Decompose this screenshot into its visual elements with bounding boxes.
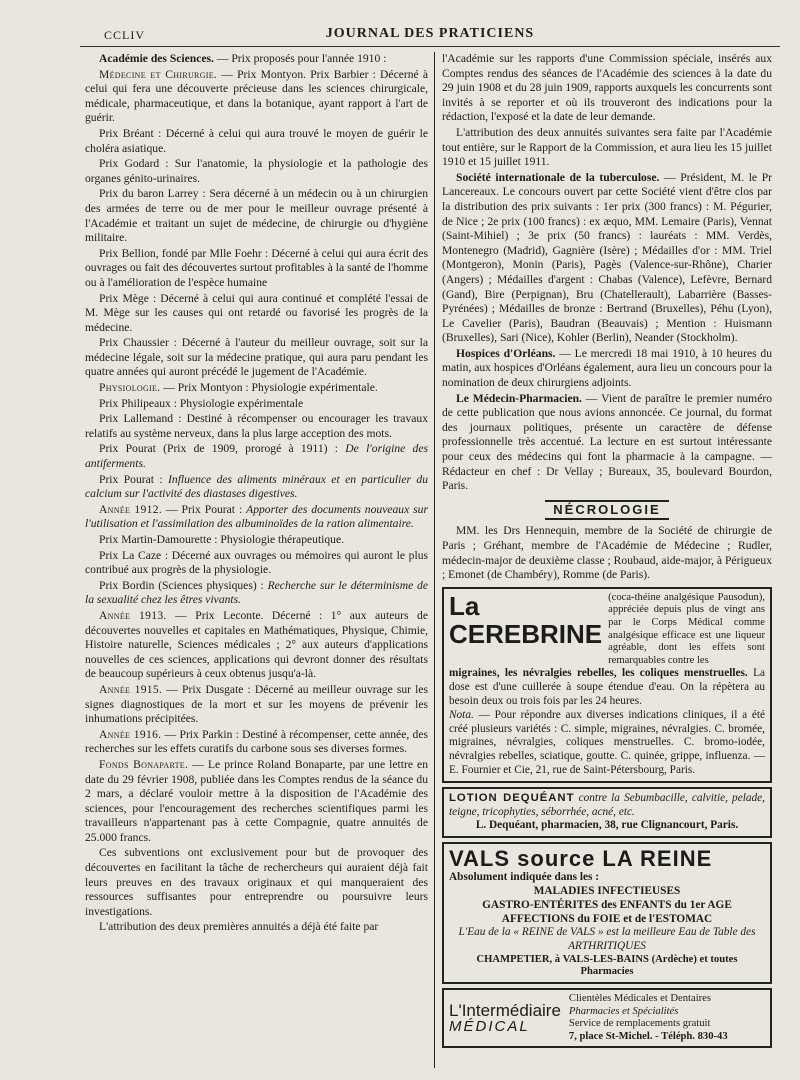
intermediaire-subtitle: MÉDICAL <box>449 1018 530 1036</box>
paragraph: Prix Mège : Décerné à celui qui aura continué et complété l'essai de M. Mège sur les causes qui ont retardé ou favorisé les progrès de la médecine. <box>85 291 428 334</box>
paragraph: Prix Bordin (Sciences physiques) : Recherche sur le déterminisme de la sexualité chez les êtres vivants. <box>85 578 428 607</box>
cerebrine-ad <box>442 587 772 783</box>
page-number: CCLIV <box>104 28 145 42</box>
paragraph: Prix Martin-Damourette : Physiologie thérapeutique. <box>99 533 345 546</box>
intermediaire-line: Clientèles Médicales et Dentaires <box>568 993 712 1005</box>
paragraph: Prix Pourat (Prix de 1909, prorogé à 1911) : De l'origine des antiferments. <box>85 442 428 471</box>
lotion-ad: LOTION DEQUÉANT contre la Sebumbacille, calvitie, pelade, teigne, tricophyties, séborrhée, acné, etc. L. Dequéant, pharmacien, 38, rue Clignancourt, Paris. <box>442 787 772 838</box>
vals-line: AFFECTIONS du FOIE et de l'ESTOMAC <box>501 912 713 925</box>
paragraph: Année 1913. — Prix Leconte. Décerné : 1° aux auteurs de découvertes nouvelles et capitales en Mathématiques, Physique, Chimie, Histoire naturelle, Sciences médicales ; 2° aux auteurs d'applications nouvelles de ces sciences, applications qui devront donner des résultats de beaucoup supérieurs à ceux obtenus jusqu'a-là. <box>85 608 428 681</box>
paragraph: Fonds Bonaparte. — Le prince Roland Bonaparte, par une lettre en date du 29 février 1908, publiée dans les Comptes rendus de la séance du 2 mars, a déclaré vouloir mettre à la disposition de l'Académie des sciences, pour l'encouragement des recherches scientifiques parmi les travailleurs n'appartenant pas à cette Compagnie, quatre annuités de 25.000 francs. <box>85 757 428 844</box>
paragraph: L'attribution des deux annuités suivantes sera faite par l'Académie tout entière, sur le Rapport de la Commission, et aura lieu les 15 juillet 1910 et 15 juillet 1911. <box>442 125 772 169</box>
vals-line: L'Eau de la « REINE de VALS » est la meilleure Eau de Table des ARTHRITIQUES <box>458 926 756 953</box>
paragraph: l'Académie sur les rapports d'une Commission spéciale, insérés aux Comptes rendus des séances de l'Académie des sciences à la date du 29 juin 1908 et du 28 juin 1909, rapports auxquels les concurrents sont invités à se reporter et où ils trouveront des indications pour la rédaction, l'exposé et la date de leur demande. <box>442 52 772 124</box>
paragraph: Médecine et Chirurgie. — Prix Montyon. Prix Barbier : Décerné à celui qui fera une découverte précieuse dans les sciences chirurgicale, médicale, pharmaceutique, et dans la botanique, ayant rapport à l'art de guérir. <box>85 67 428 125</box>
vals-line: MALADIES INFECTIEUSES <box>533 884 681 897</box>
vals-address: CHAMPETIER, à VALS-LES-BAINS (Ardèche) et toutes Pharmacies <box>476 953 738 978</box>
paragraph: Hospices d'Orléans. — Le mercredi 18 mai 1910, à 10 heures du matin, aux hospices d'Orléans également, aura lieu un concours pour la nomination de deux chirurgiens adjoints. <box>442 346 772 390</box>
paragraph: Société internationale de la tuberculose. — Président, M. le Pr Lancereaux. Le concours ouvert par cette Société vient d'être clos par la distribution des prix suivants : 1er prix (300 francs) : M. Pégurier, de Nice ; 2e prix (100 francs) : ex æquo, MM. Lemaire (Paris), Vennat (Saint-Mihiel) ; 3e prix (50 francs) : lauréats : MM. Verdès, Montenegro (Madrid), Gagnière (Isère) ; Médailles d'or : MM. Triel (Montgeron), Monin (Paris), Pagès (Valence-sur-Rhône), Charier (Angers) ; Médailles d'argent : Chabas (Valence), Lefèvre, Bernard (Gand), Bire (Perpignan), Bru (Chatellerault), Labarrière (Basses-Pyrénées) ; Médailles de bronze : Bertrand (Bruxelles), Péhu (Lyon), Le Cavelier (Paris), Baudran (Beauvais) ; Mention : Huismann (Bruxelles), Sari (Nice), Kohler (Berlin), Neander (Stockholm). <box>442 170 772 345</box>
vals-line: GASTRO-ENTÉRITES des ENFANTS du 1er AGE <box>482 898 732 911</box>
lotion-title: LOTION DEQUÉANT <box>449 791 575 804</box>
journal-title: JOURNAL DES PRATICIENS <box>325 26 535 41</box>
paragraph: Prix Bréant : Décerné à celui qui aura trouvé le moyen de guérir le choléra asiatique. <box>85 126 428 155</box>
paragraph: L'attribution des deux premières annuités a déjà été faite par <box>99 920 379 934</box>
paragraph: Prix Lallemand : Destiné à récompenser ou encourager les travaux relatifs au système nerveux, dans la plus large acception des mots. <box>85 412 428 440</box>
paragraph: Le Médecin-Pharmacien. — Vient de paraître le premier numéro de cette publication que nous avions annoncée. Ce journal, du format des journaux politiques, présente un caractère de défense professionnelle très accentué. La lecture en est surtout intéressante pour ceux des médecins qui font la pharmacie à la campagne. — Rédacteur en chef : Dr Vellay ; Bureaux, 35, boulevard Bourdon, Paris. <box>442 391 772 493</box>
paragraph: Prix Bellion, fondé par Mlle Foehr : Décerné à celui qui aura écrit des ouvrages ou fait des découvertes surtout profitables à la santé de l'homme ou à l'amélioration de l'espèce humaine <box>85 246 428 289</box>
paragraph: Prix Godard : Sur l'anatomie, la physiologie et la pathologie des organes génito-urinaires. <box>85 157 428 185</box>
cerebrine-intro: (coca-théine analgésique Pausodun), appréciée depuis plus de vingt ans par le Corps Médical comme analgésique efficace est une liqueur agréable, dont les effets sont remarquables contre les <box>608 591 765 666</box>
left-column <box>85 52 428 1070</box>
paragraph: Prix La Caze : Décerné aux ouvrages ou mémoires qui auront le plus contribué aux progrès de la physiologie. <box>85 548 428 577</box>
intermediaire-ad <box>442 988 772 1048</box>
paragraph: Prix Chaussier : Décerné à l'auteur du meilleur ouvrage, soit sur la médecine légale, soit sur la médecine pratique, qui aura paru pendant les quatre années qui auront précédé le jugement de l'Académie. <box>85 336 428 379</box>
paragraph: Prix Philipeaux : Physiologie expérimentale <box>99 396 304 410</box>
paragraph: Académie des Sciences. — Prix proposés pour l'année 1910 : <box>99 52 387 65</box>
vals-title: VALS source LA REINE <box>449 846 713 872</box>
cerebrine-nota: Nota. — Pour répondre aux diverses indications cliniques, il a été créé plusieurs variétés : C. simple, migraines, névralgies. C. bromée, migraines, névralgies, coliques menstruelles. C. bromo-iodée, névralgies rebelles, sciatique, goutte. C. quinée, grippe, influenza. — E. Fournier et Cie, 21, rue de Saint-Pétersbourg, Paris. <box>449 708 765 776</box>
paragraph: Prix du baron Larrey : Sera décerné à un médecin ou à un chirurgien des armées de terre ou de mer pour le meilleur ouvrage présenté à l'Académie et traitant un sujet de médecine, de chirurgie ou d'hygiène militaire. <box>85 187 428 245</box>
column-divider <box>434 52 435 1068</box>
paragraph: Physiologie. — Prix Montyon : Physiologie expérimentale. <box>99 381 378 395</box>
cerebrine-title: La CEREBRINE <box>449 590 603 649</box>
necrology-text: MM. les Drs Hennequin, membre de la Société de chirurgie de Paris ; Gréhant, membre de l'Académie de Médecine ; Rudler, médecin-major de deuxième classe ; Roubaud, aide-major, à Périgueux ; Emonet (de Chambéry), Romme (de Paris). <box>442 524 772 582</box>
vals-ad <box>442 842 772 984</box>
paragraph: Prix Pourat : Influence des aliments minéraux et en particulier du calcium sur l'activité des diastases digestives. <box>85 472 428 501</box>
paragraph: Ces subventions ont exclusivement pour but de provoquer des découvertes en facilitant la tâche de rechercheurs qui auraient déjà fait leurs preuves en des travaux originaux et qui manqueraient des ressources suffisantes pour entreprendre ou poursuivre leurs investigations. <box>85 846 428 918</box>
page-header <box>80 24 780 47</box>
paragraph: Année 1912. — Prix Pourat : Apporter des documents nouveaux sur l'utilisation et l'assimilation des albuminoïdes de la ration alimentaire. <box>85 502 428 531</box>
paragraph: Année 1916. — Prix Parkin : Destiné à récompenser, cette année, des recherches sur les effets curatifs du carbone sous ses diverses formes. <box>85 727 428 756</box>
intermediaire-line: 7, place St-Michel. - Téléph. 830-43 <box>568 1030 728 1042</box>
intermediaire-title: L'Intermédiaire <box>449 1001 561 1021</box>
vals-subtitle: Absolument indiquée dans les : <box>449 871 600 884</box>
intermediaire-line: Service de remplacements gratuit <box>568 1018 711 1030</box>
lotion-address: L. Dequéant, pharmacien, 38, rue Clignancourt, Paris. <box>475 819 739 832</box>
paragraph: Année 1915. — Prix Dusgate : Décerné au meilleur ouvrage sur les signes diagnostiques de la mort et sur les moyens de prévenir les inhumations précipitées. <box>85 682 428 726</box>
cerebrine-body: migraines, les névralgies rebelles, les coliques menstruelles. La dose est d'une cuillerée à soupe étendue d'eau. On la répètera au besoin deux ou trois fois par les 24 heures. <box>449 667 765 707</box>
right-column <box>442 52 772 1070</box>
intermediaire-line: Pharmacies et Spécialités <box>568 1005 679 1017</box>
necrology-heading: NÉCROLOGIE <box>442 500 772 521</box>
